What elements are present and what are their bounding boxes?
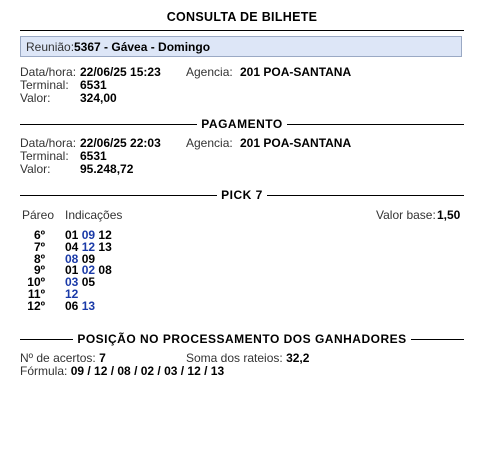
pick-heading: PICK 7 — [217, 188, 267, 202]
formula-row — [20, 365, 224, 378]
indicacao-hit: 02 — [81, 263, 96, 278]
bet-valor: 324,00 — [80, 91, 117, 105]
indicacao-hit: 13 — [81, 298, 96, 313]
pareo-number: 12º — [27, 298, 45, 313]
bet-agencia-label: Agencia: — [186, 65, 233, 79]
indicacao-hit: 12 — [65, 287, 79, 301]
indicacoes-row — [65, 300, 95, 313]
indicacao-hit: 08 — [65, 251, 79, 266]
bet-valor-label: Valor: — [20, 91, 51, 105]
payment-datetime-label: Data/hora: — [20, 136, 77, 150]
indicacao: 12 — [98, 228, 112, 242]
payment-valor-label: Valor: — [20, 162, 51, 176]
payment-valor: 95.248,72 — [80, 162, 134, 176]
pareo-number: 6º — [33, 228, 45, 242]
pareo-number: 8º — [33, 251, 45, 266]
bet-datetime-label: Data/hora: — [20, 65, 77, 79]
valor-base-label: Valor base: — [376, 208, 436, 222]
title-divider — [20, 30, 464, 31]
valor-base-value: 1,50 — [437, 208, 461, 222]
bet-terminal: 6531 — [80, 78, 107, 92]
formula-label: Fórmula: — [20, 364, 68, 378]
payment-agencia-label: Agencia: — [186, 136, 233, 150]
reuniao-label: Reunião: — [26, 40, 75, 54]
payment-datetime: 22/06/25 22:03 — [80, 136, 161, 150]
payment-terminal-label: Terminal: — [20, 149, 69, 163]
payment-section-header — [20, 117, 464, 131]
pareo-number: 10º — [27, 275, 45, 290]
bet-agencia: 201 POA-SANTANA — [240, 65, 352, 79]
pick-section-header — [20, 188, 464, 202]
reuniao-banner — [20, 36, 462, 57]
indicacao: 05 — [81, 275, 96, 290]
winners-heading: POSIÇÃO NO PROCESSAMENTO DOS GANHADORES — [73, 332, 410, 346]
rateios-label: Soma dos rateios: — [186, 351, 283, 365]
indicacao: 08 — [98, 263, 112, 278]
pareo-number: 7º — [33, 239, 45, 254]
acertos-value: 7 — [99, 351, 106, 365]
indicacao: 06 — [65, 298, 79, 313]
bet-datetime: 22/06/25 15:23 — [80, 65, 161, 79]
reuniao-value: 5367 - Gávea - Domingo — [74, 40, 211, 54]
bet-terminal-label: Terminal: — [20, 78, 69, 92]
indicacao: 13 — [98, 239, 112, 254]
page-title: CONSULTA DE BILHETE — [166, 10, 318, 24]
indicacao: 04 — [65, 239, 79, 254]
indicacao-hit: 12 — [81, 239, 96, 254]
indicacoes-column-header: Indicações — [65, 208, 123, 222]
indicacao-hit: 09 — [81, 228, 96, 242]
indicacao: 09 — [81, 251, 96, 266]
payment-terminal: 6531 — [80, 149, 107, 163]
payment-heading: PAGAMENTO — [197, 117, 286, 131]
acertos-label: Nº de acertos: — [20, 351, 96, 365]
indicacao: 01 — [65, 263, 79, 278]
indicacao: 01 — [65, 228, 79, 242]
indicacao-hit: 03 — [65, 275, 79, 290]
formula-value: 09 / 12 / 08 / 02 / 03 / 12 / 13 — [70, 364, 225, 378]
rateios-value: 32,2 — [286, 351, 310, 365]
pareo-number: 11º — [27, 287, 45, 301]
payment-agencia: 201 POA-SANTANA — [240, 136, 352, 150]
pareo-number: 9º — [33, 263, 45, 278]
winners-section-header — [20, 332, 464, 346]
pareo-column-header: Páreo — [22, 208, 55, 222]
